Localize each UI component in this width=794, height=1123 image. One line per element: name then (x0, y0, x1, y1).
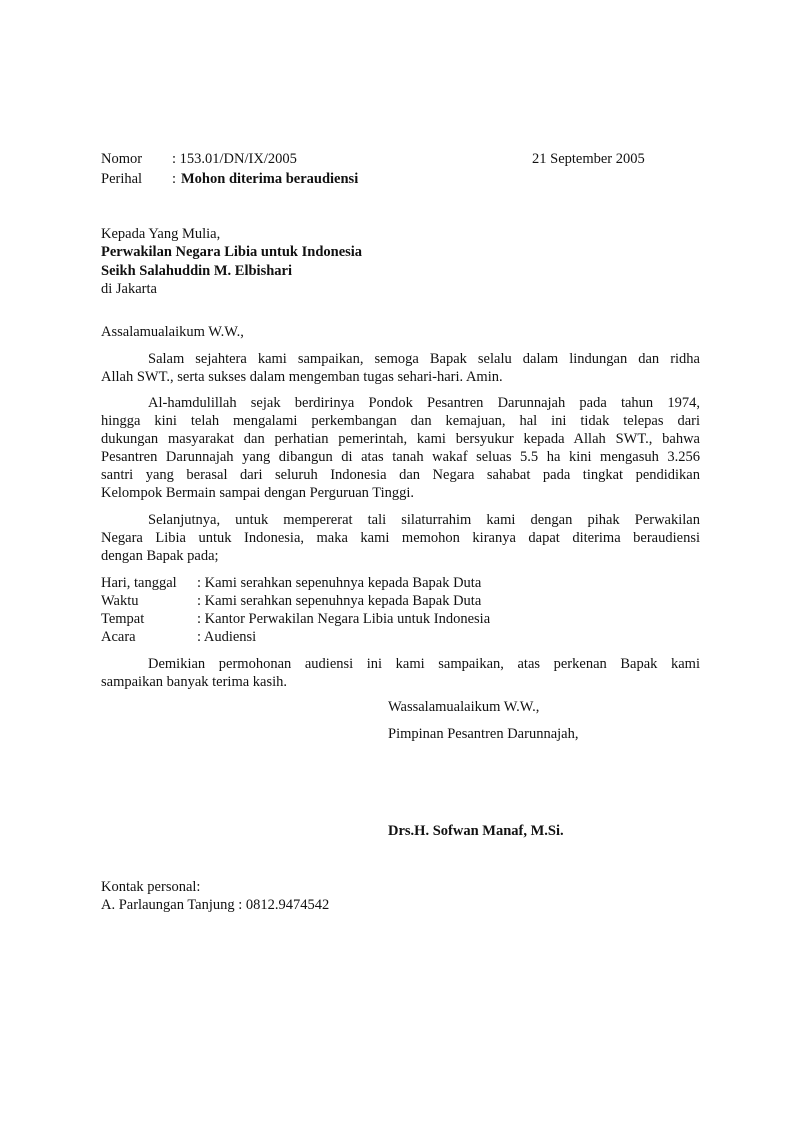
paragraph-1-line: Salam sejahtera kami sampaikan, semoga Bapak selalu dalam lindungan dan ridha (148, 351, 700, 367)
recipient-greeting: Kepada Yang Mulia, (101, 226, 221, 242)
contact-person: A. Parlaungan Tanjung : 0812.9474542 (101, 897, 330, 913)
recipient-name: Seikh Salahuddin M. Elbishari (101, 263, 292, 279)
schedule-value: : Kantor Perwakilan Negara Libia untuk Indonesia (197, 611, 491, 627)
schedule-label: Tempat (101, 611, 145, 627)
paragraph-1-line: Allah SWT., serta sukses dalam mengemban tugas sehari-hari. Amin. (101, 369, 503, 385)
nomor-label: Nomor (101, 151, 143, 167)
opening-salam: Assalamualaikum W.W., (101, 324, 244, 340)
schedule-label: Acara (101, 629, 136, 645)
paragraph-4-line: sampaikan banyak terima kasih. (101, 674, 288, 690)
paragraph-2-line: santri yang berasal dari seluruh Indonesia dan Negara sahabat pada tingkat pendidikan (101, 467, 700, 483)
schedule-label: Hari, tanggal (101, 575, 177, 591)
paragraph-3-line: dengan Bapak pada; (101, 548, 219, 564)
paragraph-4-line: Demikian permohonan audiensi ini kami sampaikan, atas perkenan Bapak kami (148, 656, 700, 672)
schedule-value: : Kami serahkan sepenuhnya kepada Bapak Duta (197, 575, 482, 591)
paragraph-2-line: Kelompok Bermain sampai dengan Perguruan Tinggi. (101, 485, 415, 501)
nomor-value: : 153.01/DN/IX/2005 (172, 151, 297, 167)
paragraph-3-line: Selanjutnya, untuk mempererat tali silaturrahim kami dengan pihak Perwakilan (148, 512, 700, 528)
schedule-value: : Kami serahkan sepenuhnya kepada Bapak Duta (197, 593, 482, 609)
paragraph-2-line: hingga kini telah mengalami perkembangan dan kemajuan, hal ini tidak telepas dari (101, 413, 700, 429)
contact-label: Kontak personal: (101, 879, 201, 895)
paragraph-2-line: dukungan masyarakat dan perhatian pemerintah, kami bersyukur kepada Allah SWT., bahwa (101, 431, 700, 447)
paragraph-2-line: Al-hamdulillah sejak berdirinya Pondok Pesantren Darunnajah pada tahun 1974, (148, 395, 700, 411)
perihal-label: Perihal (101, 171, 143, 187)
schedule-label: Waktu (101, 593, 139, 609)
perihal-colon: : (172, 171, 177, 187)
closing-title: Pimpinan Pesantren Darunnajah, (388, 726, 579, 742)
paragraph-3-line: Negara Libia untuk Indonesia, maka kami memohon kiranya dapat diterima beraudiensi (101, 530, 700, 546)
letter-date: 21 September 2005 (532, 151, 645, 167)
recipient-place: di Jakarta (101, 281, 157, 297)
paragraph-2-line: Pesantren Darunnajah yang dibangun di atas tanah wakaf seluas 5.5 ha kini mengasuh 3.256 (101, 449, 700, 465)
closing-salam: Wassalamualaikum W.W., (388, 699, 540, 715)
schedule-value: : Audiensi (197, 629, 257, 645)
recipient-org: Perwakilan Negara Libia untuk Indonesia (101, 244, 363, 260)
perihal-value: Mohon diterima beraudiensi (181, 171, 359, 187)
signatory-name: Drs.H. Sofwan Manaf, M.Si. (388, 823, 564, 839)
